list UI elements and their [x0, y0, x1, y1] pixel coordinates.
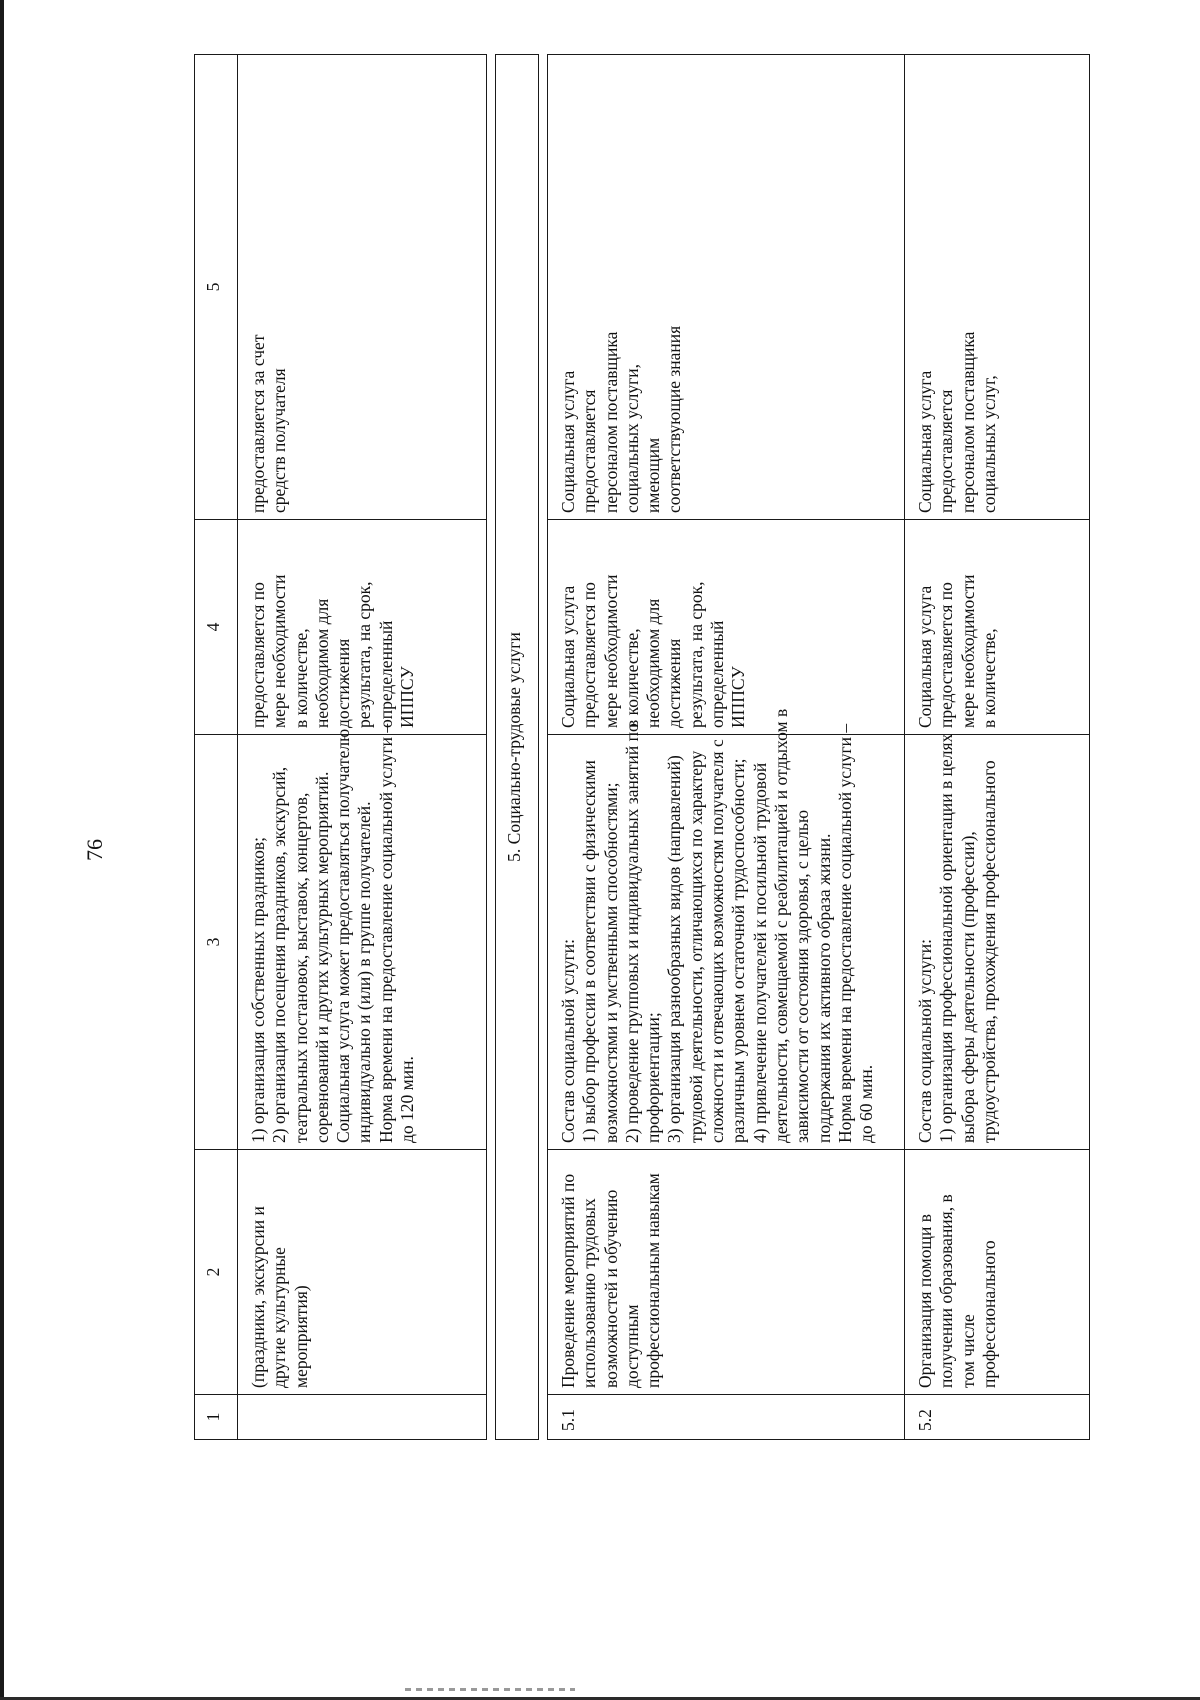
row-number-cell: 5.1 — [548, 1395, 905, 1440]
cell-line: необходимом для — [311, 598, 332, 728]
section-title: 5. Социально-трудовые услуги — [496, 55, 539, 1440]
cell-line: 4) привлечение получателей к посильной трудовой — [749, 762, 770, 1143]
cell-line: трудоустройства, прохождения профессионального — [978, 760, 999, 1143]
service-conditions-cell — [238, 55, 487, 520]
cell-line: достижения — [664, 638, 685, 728]
cell-line: использованию трудовых — [579, 1198, 600, 1388]
cell-line: доступным — [621, 1304, 642, 1388]
cell-line: персоналом поставщика — [957, 331, 978, 513]
cell-line: 3) организация разнообразных видов (направлений) — [664, 755, 685, 1143]
cell-line: различным уровнем остаточной трудоспособности; — [728, 758, 749, 1143]
table-row — [905, 55, 1090, 1440]
cell-line: в количестве, — [290, 628, 311, 728]
cell-line: мероприятия) — [290, 1285, 311, 1388]
cell-line: персоналом поставщика — [600, 331, 621, 513]
service-content-cell — [238, 723, 487, 1150]
cell-line: Норма времени на предоставление социальной услуги – — [834, 723, 855, 1143]
cell-line: 1) организация собственных праздников; — [248, 837, 268, 1143]
cell-line: сложности и отвечающих возможностям получателя с — [707, 739, 728, 1143]
cell-line: 2) организация посещения праздников, экскурсий, — [269, 766, 290, 1143]
cell-line: социальных услуг, — [978, 375, 999, 513]
gap-cell — [539, 735, 548, 1150]
cell-line: Социальная услуга — [915, 370, 935, 513]
cell-line: том числе — [957, 1314, 978, 1388]
cell-line: возможностями и умственными способностями; — [600, 782, 621, 1143]
cell-line: до 120 мин. — [397, 1056, 418, 1143]
cell-line: мере необходимости — [600, 574, 621, 728]
column-number-1: 1 — [195, 1395, 238, 1440]
cell-line: 2) проведение групповых и индивидуальных занятий по — [621, 723, 642, 1143]
cell-line: деятельности, совмещаемой с реабилитацией и отдыхом в — [770, 708, 791, 1143]
cell-line: профессиональным навыкам — [643, 1173, 664, 1388]
cell-line: результата, на срок, — [354, 581, 375, 728]
table-row — [238, 55, 487, 1440]
gap-cell — [487, 1150, 496, 1395]
gap-cell — [487, 520, 496, 735]
cell-line: предоставляется по — [579, 582, 600, 728]
cell-line: мере необходимости — [957, 574, 978, 728]
cell-line: Состав социальной услуги: — [558, 938, 578, 1143]
page-number: 76 — [82, 839, 107, 861]
cell-line: определенный — [707, 620, 728, 728]
cell-line: соревнований и других культурных мероприятий. — [311, 771, 332, 1143]
column-number-4: 4 — [195, 520, 238, 735]
service-frequency-cell — [548, 520, 905, 735]
gap-cell — [487, 735, 496, 1150]
row-number-cell: 5.2 — [905, 1395, 1090, 1440]
cell-line: Норма времени на предоставление социальной услуги – — [375, 723, 396, 1143]
service-name-cell — [548, 1150, 905, 1395]
cell-line: мере необходимости — [269, 574, 290, 728]
gap-cell — [539, 55, 548, 520]
cell-line: Социальная услуга может предоставляться получателю — [333, 728, 354, 1143]
cell-line: другие культурные — [269, 1247, 290, 1388]
cell-line: предоставляется — [936, 389, 957, 513]
gap-cell — [487, 1395, 496, 1440]
cell-line: предоставляется за счет — [248, 334, 268, 513]
section-header-row — [496, 55, 539, 1440]
cell-line: зависимости от состояния здоровья, с целью — [792, 809, 813, 1143]
cell-line: 1) выбор профессии в соответствии с физическими — [579, 760, 600, 1143]
cell-line: профессионального — [978, 1240, 999, 1388]
table-gap-row — [487, 55, 496, 1440]
cell-line: Социальная услуга — [915, 585, 935, 728]
cell-line: до 60 мин. — [856, 1064, 877, 1143]
cell-line: Состав социальной услуги: — [915, 938, 935, 1143]
cell-line: Организация помощи в — [915, 1214, 935, 1388]
services-table — [194, 54, 1090, 1440]
cell-line: ИППСУ — [728, 666, 749, 728]
column-number-5: 5 — [195, 55, 238, 520]
cell-line: поддержания их активного образа жизни. — [813, 833, 834, 1143]
service-frequency-cell — [905, 520, 1090, 735]
cell-line: предоставляется — [579, 389, 600, 513]
service-content-cell — [548, 708, 905, 1150]
cell-line: средств получателя — [269, 368, 290, 513]
column-number-2: 2 — [195, 1150, 238, 1395]
cell-line: 1) организация профессиональной ориентации в целях — [936, 733, 957, 1143]
cell-line: предоставляется по — [936, 582, 957, 728]
service-content-cell — [905, 735, 1090, 1150]
gap-cell — [539, 520, 548, 735]
column-number-header-row — [195, 55, 238, 1440]
cell-line: необходимом для — [643, 598, 664, 728]
gap-cell — [539, 1395, 548, 1440]
service-conditions-cell — [905, 55, 1090, 520]
cell-line: Социальная услуга — [558, 585, 578, 728]
cell-line: получении образования, в — [936, 1194, 957, 1388]
service-name-cell — [905, 1150, 1090, 1395]
cell-line: достижения — [333, 638, 354, 728]
cell-line: имеющим — [643, 437, 664, 513]
service-frequency-cell — [238, 520, 487, 735]
cell-line: ИППСУ — [397, 666, 418, 728]
cell-line: возможностей и обучению — [600, 1189, 621, 1388]
cell-line: Проведение мероприятий по — [558, 1173, 578, 1388]
table-gap-row — [539, 55, 548, 1440]
cell-line: результата, на срок, — [685, 581, 706, 728]
cell-line: профориентации; — [643, 1012, 664, 1143]
table-row — [548, 55, 905, 1440]
cell-line: соответствующие знания — [664, 325, 685, 513]
service-name-cell — [238, 1150, 487, 1395]
cell-line: предоставляется по — [248, 582, 268, 728]
cell-line: Социальная услуга — [558, 370, 578, 513]
column-number-3: 3 — [195, 735, 238, 1150]
service-conditions-cell — [548, 55, 905, 520]
cell-line: трудовой деятельности, отличающихся по характеру — [685, 750, 706, 1143]
gap-cell — [539, 1150, 548, 1395]
cell-line: индивидуально и (или) в группе получателей. — [354, 801, 375, 1143]
cell-line: в количестве, — [621, 628, 642, 728]
cell-line: в количестве, — [978, 628, 999, 728]
cell-line: определенный — [375, 620, 396, 728]
cell-line: выбора сферы деятельности (профессии), — [957, 831, 978, 1143]
row-number-cell — [238, 1395, 487, 1440]
cell-line: социальных услуги, — [621, 363, 642, 513]
gap-cell — [487, 55, 496, 520]
cell-line: театральных постановок, выставок, концертов, — [290, 792, 311, 1143]
cell-line: (праздники, экскурсии и — [248, 1206, 268, 1388]
